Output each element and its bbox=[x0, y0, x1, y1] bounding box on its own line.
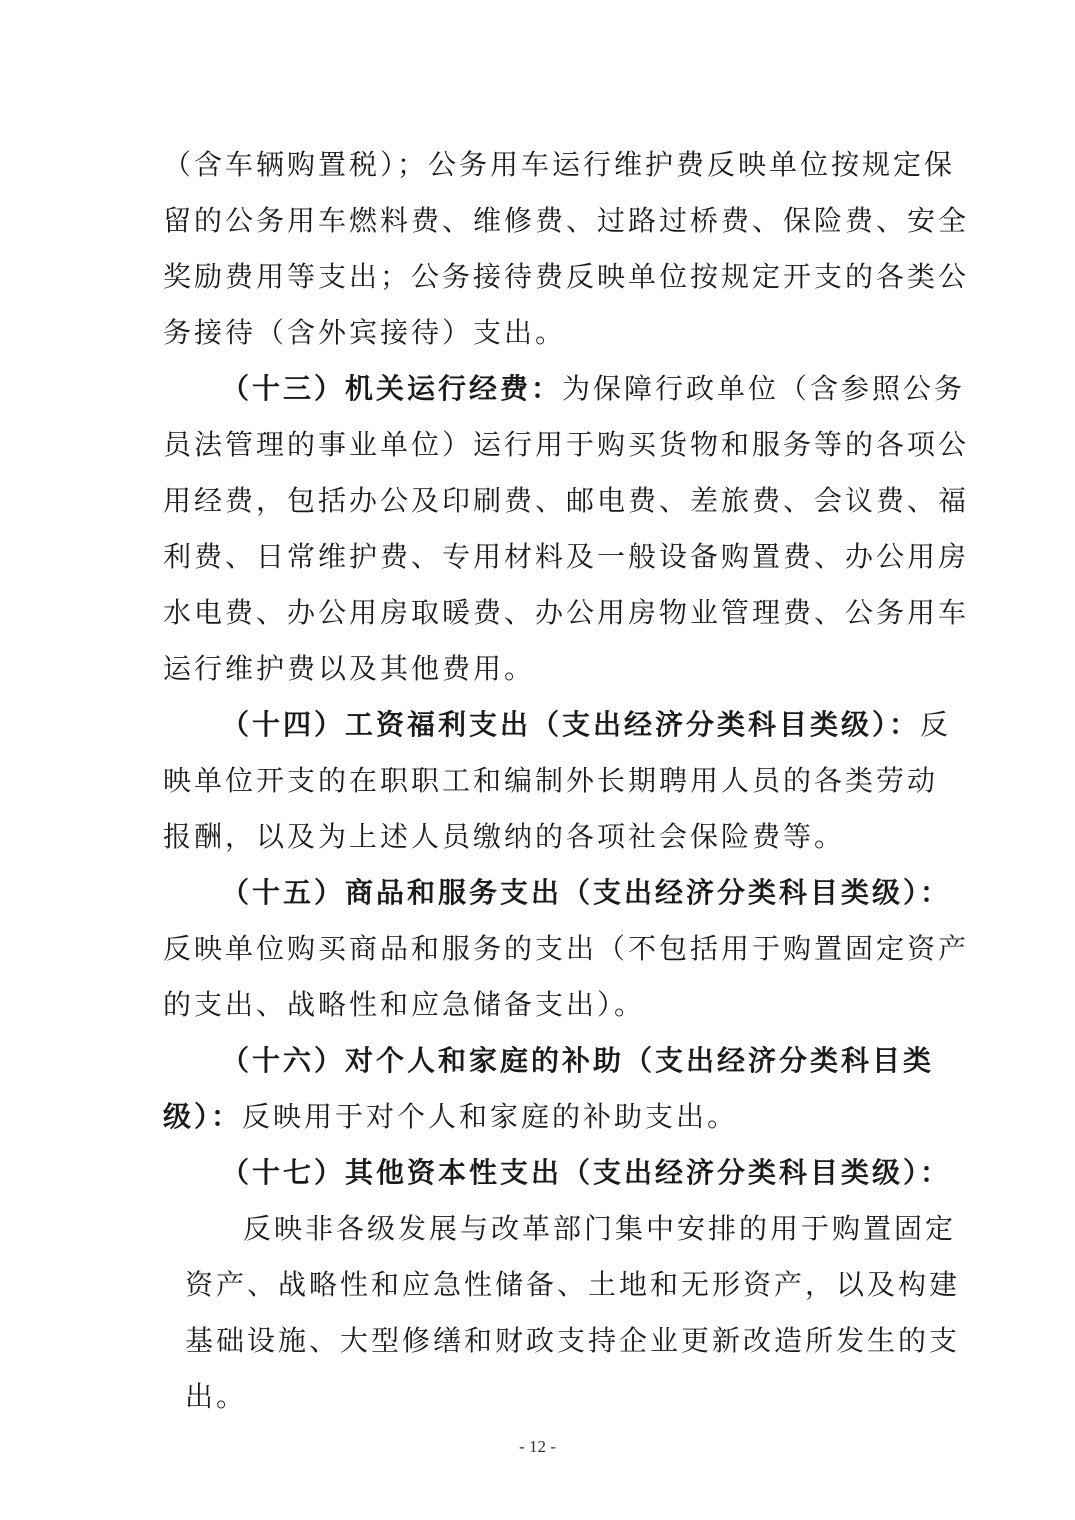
section-heading-16: （十六）对个人和家庭的补助（支出经济分类科目类 bbox=[221, 1044, 935, 1077]
text-line: 员法管理的事业单位）运行用于购买货物和服务等的各项公 bbox=[163, 428, 970, 461]
section-heading-16-cont: 级）： bbox=[163, 1100, 243, 1133]
section-heading-15: （十五）商品和服务支出（支出经济分类科目类级）： bbox=[221, 876, 952, 909]
page-number: - 12 - bbox=[519, 1437, 556, 1456]
text-line: 用经费，包括办公及印刷费、邮电费、差旅费、会议费、福 bbox=[163, 484, 970, 517]
text-line: 资产、战略性和应急性储备、土地和无形资产，以及构建 bbox=[185, 1268, 961, 1301]
paragraph-13-first-line bbox=[221, 369, 965, 409]
text-line: 利费、日常维护费、专用材料及一般设备购置费、办公用房 bbox=[163, 540, 970, 573]
paragraph-14-first-line bbox=[221, 705, 951, 745]
text-line: 反映单位购买商品和服务的支出（不包括用于购置固定资产 bbox=[163, 932, 970, 965]
text-span: 为保障行政单位（含参照公务 bbox=[562, 372, 966, 405]
text-span: 反 bbox=[920, 708, 952, 741]
text-line: 报酬，以及为上述人员缴纳的各项社会保险费等。 bbox=[163, 820, 846, 853]
text-line: 留的公务用车燃料费、维修费、过路过桥费、保险费、安全 bbox=[163, 204, 970, 237]
text-line: 务接待（含外宾接待）支出。 bbox=[163, 316, 567, 349]
section-heading-14: （十四）工资福利支出（支出经济分类科目类级）： bbox=[221, 708, 921, 741]
text-line: （含车辆购置税）；公务用车运行维护费反映单位按规定保 bbox=[163, 148, 956, 181]
text-line: 基础设施、大型修缮和财政支持企业更新改造所发生的支 bbox=[185, 1324, 961, 1357]
text-line: 水电费、办公用房取暖费、办公用房物业管理费、公务用车 bbox=[163, 596, 970, 629]
text-line: 反映非各级发展与改革部门集中安排的用于购置固定 bbox=[243, 1212, 957, 1245]
text-line: 出。 bbox=[185, 1380, 248, 1413]
section-heading-17: （十七）其他资本性支出（支出经济分类科目类级）： bbox=[221, 1156, 952, 1189]
text-line: 的支出、战略性和应急储备支出）。 bbox=[163, 988, 646, 1021]
text-line: 运行维护费以及其他费用。 bbox=[163, 652, 536, 685]
section-heading-13: （十三）机关运行经费： bbox=[221, 372, 563, 405]
text-span: 反映用于对个人和家庭的补助支出。 bbox=[242, 1100, 739, 1133]
text-line: 映单位开支的在职职工和编制外长期聘用人员的各类劳动 bbox=[163, 764, 939, 797]
text-line: 奖励费用等支出；公务接待费反映单位按规定开支的各类公 bbox=[163, 260, 970, 293]
paragraph-16-second-line bbox=[163, 1097, 738, 1137]
